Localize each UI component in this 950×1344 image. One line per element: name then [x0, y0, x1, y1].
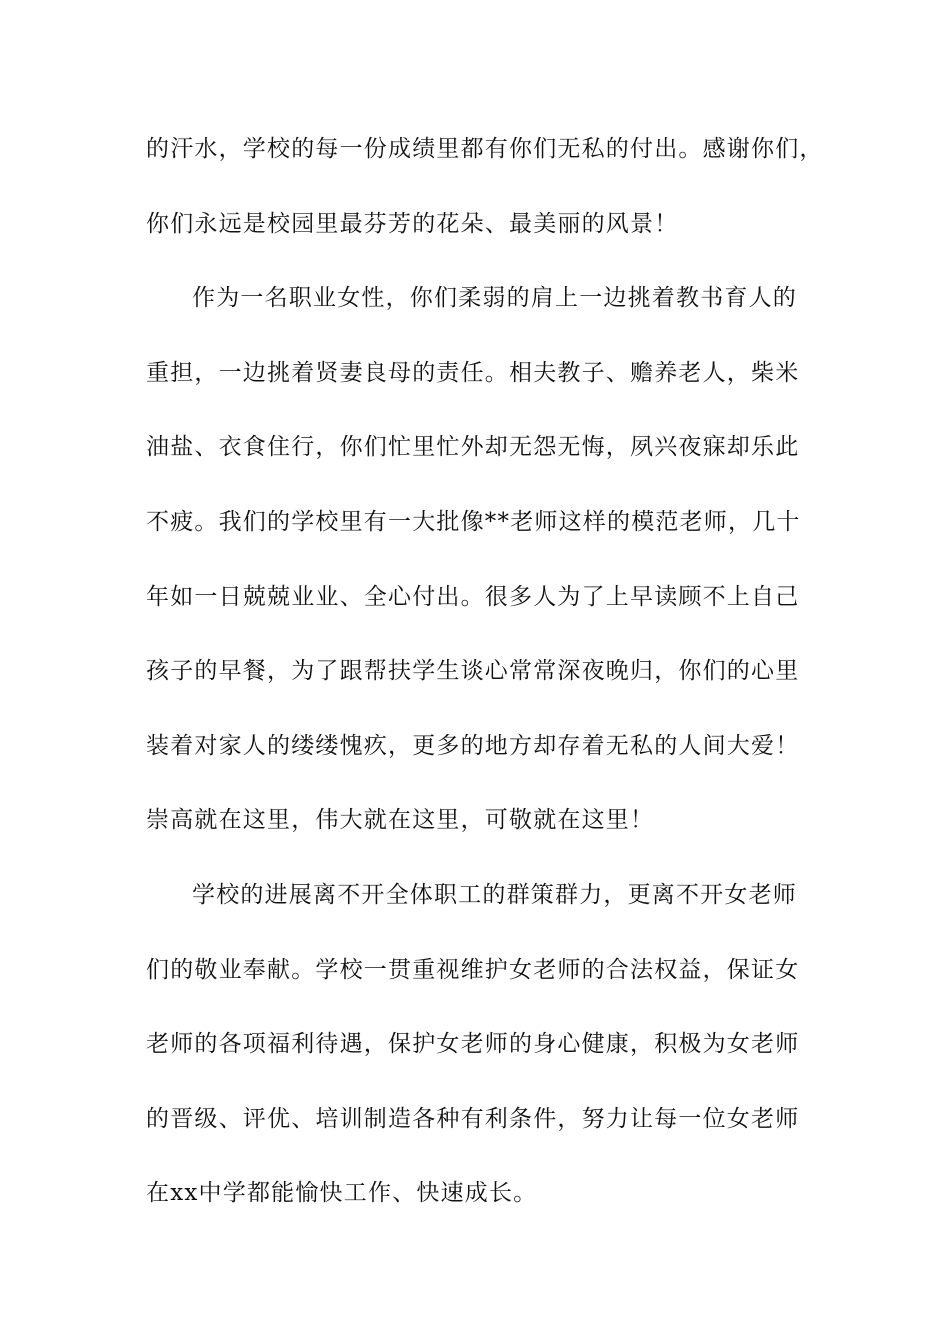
text-line: 崇高就在这里，伟大就在这里，可敬就在这里！: [146, 807, 655, 834]
text-line: 装着对家人的缕缕愧疚，更多的地方却存着无私的人间大爱！: [146, 732, 800, 759]
text-line: 油盐、衣食住行，你们忙里忙外却无怨无悔，夙兴夜寐却乐此: [146, 434, 800, 461]
text-line: 年如一日兢兢业业、全心付出。很多人为了上早读顾不上自己: [146, 583, 800, 610]
body-text: [146, 126, 826, 1245]
text-line: 孩子的早餐，为了跟帮扶学生谈心常常深夜晚归，你们的心里: [146, 658, 800, 685]
text-line: 的晋级、评优、培训制造各种有利条件，努力让每一位女老师: [146, 1105, 800, 1132]
paragraph-start-line: 学校的进展离不开全体职工的群策群力，更离不开女老师: [192, 881, 797, 908]
text-line: 们的敬业奉献。学校一贯重视维护女老师的合法权益，保证女: [146, 956, 800, 983]
text-line: 重担，一边挑着贤妻良母的责任。相夫教子、赡养老人，柴米: [146, 359, 800, 386]
text-line: 老师的各项福利待遇，保护女老师的身心健康，积极为女老师: [146, 1031, 800, 1058]
text-line: 不疲。我们的学校里有一大批像**老师这样的模范老师，几十: [146, 508, 801, 535]
text-line: 在xx中学都能愉快工作、快速成长。: [146, 1180, 538, 1207]
paragraph-start-line: 作为一名职业女性，你们柔弱的肩上一边挑着教书育人的: [192, 285, 797, 312]
text-line: 你们永远是校园里最芬芳的花朵、最美丽的风景！: [146, 210, 679, 237]
text-line: 的汗水，学校的每一份成绩里都有你们无私的付出。感谢你们，: [146, 136, 824, 162]
